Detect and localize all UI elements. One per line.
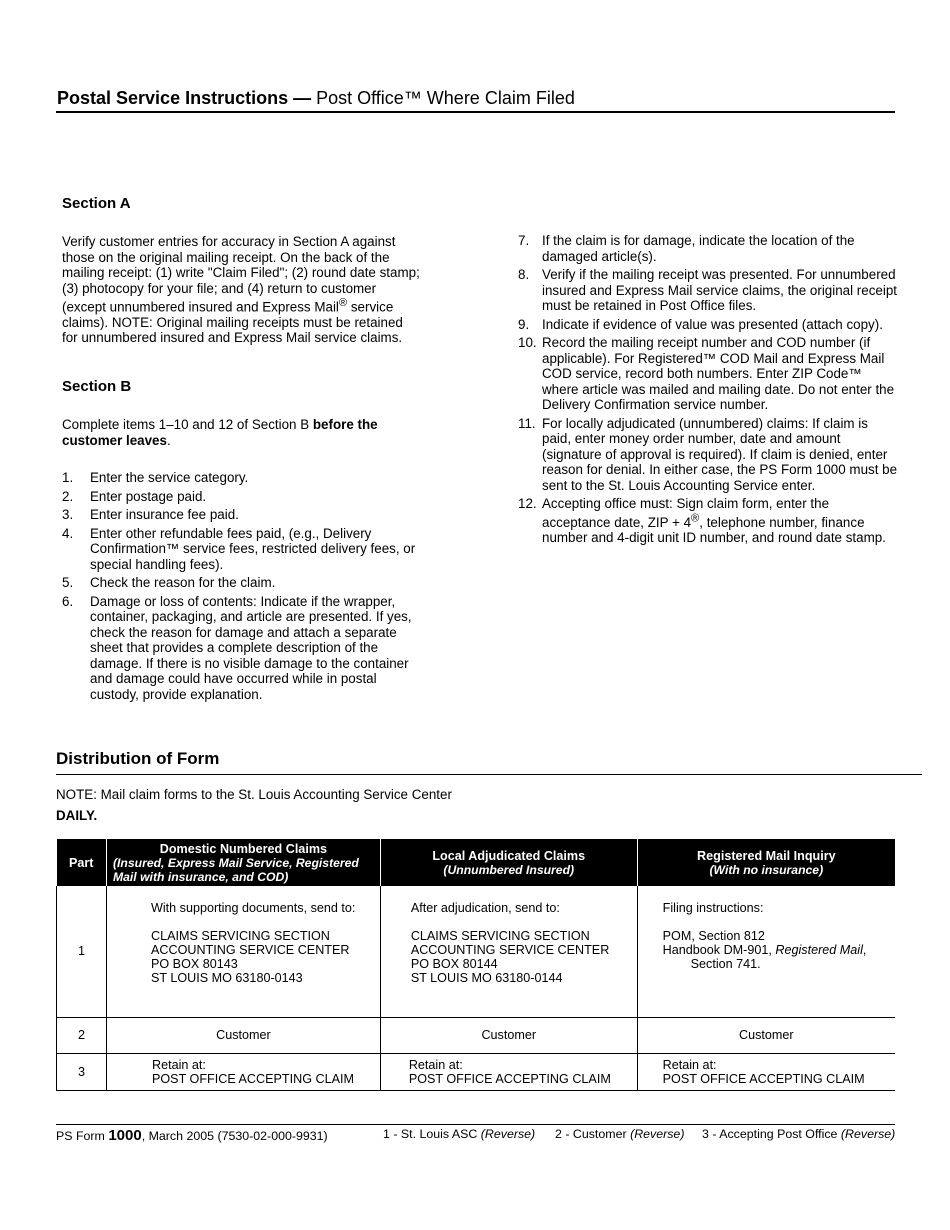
copy-reverse: (Reverse): [840, 1127, 896, 1141]
cell-line-plain: Handbook DM-901,: [662, 943, 776, 957]
cell-intro: With supporting documents, send to:: [150, 901, 356, 915]
section-b-list-left: [62, 470, 418, 705]
table-row: [57, 1053, 896, 1090]
part-cell: 3: [57, 1053, 107, 1090]
item-text: Record the mailing receipt number and COD number (if applicable). For Registered™ COD Mail and Express Mail COD service, record both numbers. Enter ZIP Code™ where article was mailed and mailing date. Do not enter the Delivery Confirmation service number.: [542, 335, 895, 412]
local-cell: Customer: [380, 1017, 637, 1053]
item-number: 9.: [518, 316, 530, 332]
item-number: 10.: [518, 335, 537, 350]
local-cell: [380, 886, 637, 1017]
item-text: Enter the service category.: [90, 470, 249, 485]
header-subtitle: (Insured, Express Mail Service, Registered Mail with insurance, and COD): [112, 855, 359, 884]
section-a-text-1: Verify customer entries for accuracy in Section A against those on the original mailing receipt. On the back of the mailing receipt: (1) write "Claim Filed"; (2) round date stamp; (3) photocopy for your file; and (4) return to customer (except unnumbered insured and Express Mail: [62, 234, 420, 315]
header-title: Registered Mail Inquiry: [697, 848, 836, 863]
list-item: [518, 317, 898, 333]
section-b-heading: Section B: [62, 378, 132, 395]
local-cell: Retain at: POST OFFICE ACCEPTING CLAIM: [380, 1053, 637, 1090]
item-text-1: Accepting office must: Sign claim form, enter the acceptance date, ZIP + 4: [542, 496, 830, 530]
section-a-heading: Section A: [62, 195, 131, 212]
list-item: [62, 489, 418, 505]
item-number: 7.: [518, 233, 530, 248]
copy-label: [555, 1127, 684, 1141]
header-domestic: [106, 839, 380, 886]
list-item: [62, 507, 418, 523]
copy-label: [702, 1127, 895, 1141]
copy-text: 1 - St. Louis ASC: [383, 1127, 481, 1141]
item-text: Enter insurance fee paid.: [90, 507, 239, 522]
page-title: [57, 88, 575, 109]
item-text: Verify if the mailing receipt was presented. For unnumbered insured and Express Mail service claims, the original receipt must be retained in Post Office files.: [542, 267, 898, 313]
note-text: NOTE: Mail claim forms to the St. Louis Accounting Service Center: [56, 787, 452, 802]
registered-mark: ®: [338, 297, 348, 309]
header-rule: [56, 111, 895, 113]
list-item: [62, 575, 418, 591]
domestic-cell: [106, 886, 380, 1017]
form-number: 1000: [108, 1127, 142, 1144]
distribution-table: [56, 839, 895, 1091]
registered-cell: Retain at: POST OFFICE ACCEPTING CLAIM: [637, 1053, 895, 1090]
cell-line-italic: Registered Mail: [775, 943, 863, 957]
title-rest: Post Office™ Where Claim Filed: [311, 88, 575, 108]
item-text: [542, 496, 886, 545]
list-item: [62, 594, 418, 703]
item-number: 8.: [518, 267, 530, 282]
section-b-intro-end: .: [166, 432, 171, 448]
copy-label: [383, 1127, 535, 1141]
distribution-note: [56, 784, 456, 826]
section-b-intro-bold: before the customer leaves: [62, 417, 378, 448]
item-number: 11.: [518, 415, 536, 431]
domestic-cell: Retain at: POST OFFICE ACCEPTING CLAIM: [106, 1053, 380, 1090]
list-item: [518, 267, 898, 314]
item-text: If the claim is for damage, indicate the location of the damaged article(s).: [542, 233, 855, 264]
copy-text: 2 - Customer: [555, 1127, 631, 1141]
cell-line: [663, 943, 889, 957]
item-text: Check the reason for the claim.: [90, 575, 276, 590]
section-b-intro: [62, 417, 422, 448]
copy-text: 3 - Accepting Post Office: [702, 1127, 841, 1141]
cell-line-end: ,: [862, 943, 867, 957]
footer-rule: [56, 1124, 895, 1125]
distribution-heading: Distribution of Form: [56, 749, 220, 768]
item-text: For locally adjudicated (unnumbered) claims: If claim is paid, enter money order number, date and amount (signature of approval is required). If claim is denied, enter reason for denial. In either case, the PS Form 1000 must be sent to the St. Louis Accounting Service enter.: [542, 415, 898, 493]
header-registered: [637, 839, 895, 886]
form-prefix: PS Form: [56, 1129, 109, 1143]
item-number: 6.: [62, 593, 74, 609]
list-item: [518, 496, 898, 546]
item-number: 3.: [62, 507, 74, 522]
list-item: [62, 470, 418, 486]
part-cell: 2: [57, 1017, 107, 1053]
header-local: [380, 839, 637, 886]
item-number: 5.: [62, 575, 74, 590]
item-text: Indicate if evidence of value was presented (attach copy).: [542, 316, 883, 332]
list-item: [518, 233, 898, 264]
part-cell: 1: [57, 886, 107, 1017]
cell-intro: After adjudication, send to:: [410, 901, 560, 915]
section-a-text-2: service claims). NOTE: Original mailing receipts must be retained for unnumbered insured and Express Mail service claims.: [62, 299, 403, 346]
registered-cell: [637, 886, 895, 1017]
list-item: [62, 526, 418, 573]
domestic-cell: Customer: [106, 1017, 380, 1053]
cell-line: POM, Section 812: [662, 929, 765, 943]
header-part: [57, 839, 107, 886]
distribution-rule: [56, 774, 922, 775]
item-number: 12.: [518, 496, 537, 511]
copy-reverse: (Reverse): [480, 1127, 536, 1141]
cell-line: Section 741.: [690, 957, 761, 971]
item-number: 2.: [62, 488, 74, 504]
section-b-list-right: [518, 233, 898, 549]
table-row: [57, 886, 896, 1017]
table-header-row: [57, 839, 896, 886]
table-row: [57, 1017, 896, 1053]
registered-cell: Customer: [637, 1017, 895, 1053]
item-text-2: , telephone number, finance number and 4-digit unit ID number, and round date stamp.: [542, 514, 886, 546]
copy-reverse: (Reverse): [630, 1127, 685, 1141]
form-id: [56, 1127, 328, 1144]
item-number: 1.: [62, 470, 74, 485]
section-a-text: [62, 234, 422, 346]
cell-address: CLAIMS SERVICING SECTION ACCOUNTING SERVICE CENTER PO BOX 80144 ST LOUIS MO 63180-0144: [410, 929, 610, 985]
registered-mark: ®: [691, 512, 700, 525]
header-title: Part: [68, 855, 94, 870]
header-title: Domestic Numbered Claims: [159, 841, 328, 856]
item-number: 4.: [62, 525, 74, 541]
section-b-intro-plain: Complete items 1–10 and 12 of Section B: [62, 417, 313, 432]
header-title: Local Adjudicated Claims: [432, 848, 586, 863]
item-text: Enter other refundable fees paid, (e.g., Delivery Confirmation™ service fees, restricted delivery fees, or special handling fees).: [90, 525, 416, 572]
list-item: [518, 335, 898, 413]
cell-address: CLAIMS SERVICING SECTION ACCOUNTING SERVICE CENTER PO BOX 80143 ST LOUIS MO 63180-0143: [150, 929, 350, 985]
header-subtitle: (With no insurance): [709, 862, 824, 877]
header-subtitle: (Unnumbered Insured): [443, 862, 575, 877]
item-text: Enter postage paid.: [90, 488, 207, 504]
list-item: [518, 416, 898, 494]
cell-intro: Filing instructions:: [662, 901, 764, 915]
form-suffix: , March 2005 (7530-02-000-9931): [141, 1129, 328, 1143]
title-bold: Postal Service Instructions —: [57, 88, 312, 108]
item-text: Damage or loss of contents: Indicate if the wrapper, container, packaging, and article are presented. If yes, check the reason for damage and attach a separate sheet that provides a complete description of the damage. If there is no visible damage to the container and damage could have occurred while in postal custody, provide explanation.: [90, 593, 412, 702]
note-bold: DAILY.: [56, 808, 98, 823]
